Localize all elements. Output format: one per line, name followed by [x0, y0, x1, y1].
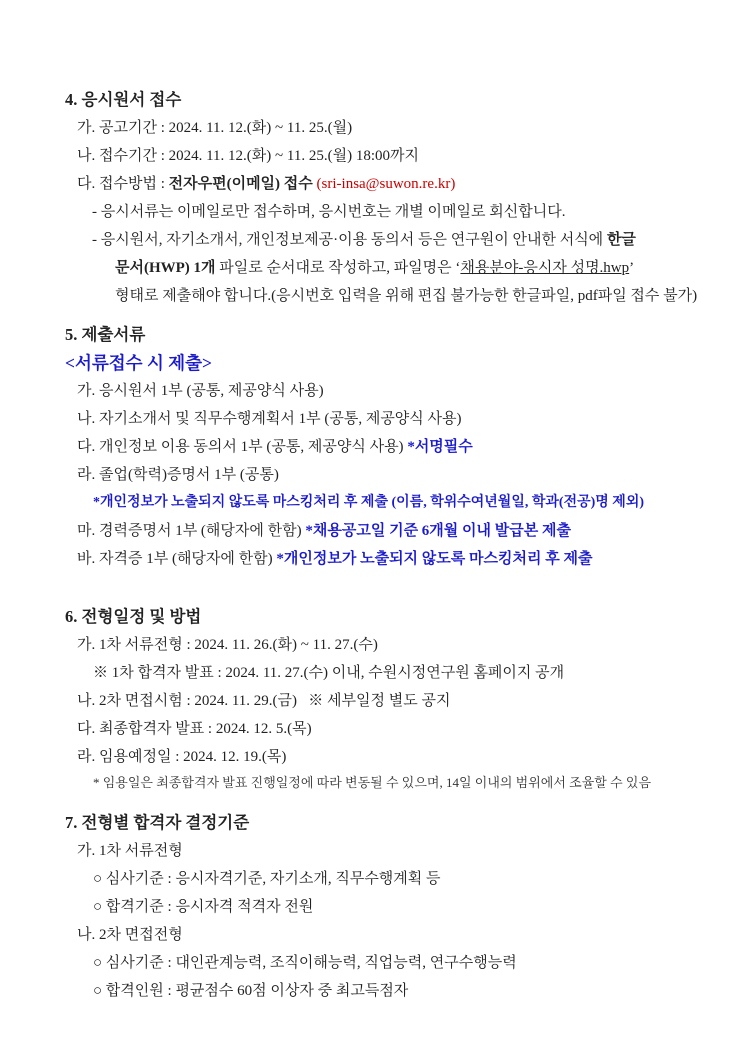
section5-item-career-cert: 마. 경력증명서 1부 (해당자에 한함) *채용공고일 기준 6개월 이내 발급본 제출	[77, 523, 571, 539]
section5-item-diploma: 라. 졸업(학력)증명서 1부 (공통)	[77, 467, 279, 483]
section7-second-round: 나. 2차 면접전형	[77, 927, 183, 943]
receipt-method-bold: 전자우편(이메일) 접수	[168, 176, 317, 192]
section4-note-format-line2: 문서(HWP) 1개 파일로 순서대로 작성하고, 파일명은 ‘채용분야-응시자 성명.hwp’	[115, 260, 635, 276]
section7-second-review-criteria: ○ 심사기준 : 대인관계능력, 조직이해능력, 직업능력, 연구수행능력	[93, 955, 517, 971]
section6-item-document-screening: 가. 1차 서류전형 : 2024. 11. 26.(화) ~ 11. 27.(수)	[77, 637, 378, 653]
section5-item-privacy-consent: 다. 개인정보 이용 동의서 1부 (공통, 제공양식 사용) *서명필수	[77, 439, 473, 455]
section-required-documents	[65, 321, 714, 573]
section5-heading: 5. 제출서류	[65, 325, 146, 344]
section6-note-first-result: ※ 1차 합격자 발표 : 2024. 11. 27.(수) 이내, 수원시정연구원 홈페이지 공개	[93, 665, 565, 681]
section7-first-round: 가. 1차 서류전형	[77, 843, 183, 859]
section7-heading: 7. 전형별 합격자 결정기준	[65, 813, 250, 832]
section7-first-review-criteria: ○ 심사기준 : 응시자격기준, 자기소개, 직무수행계획 등	[93, 871, 441, 887]
section4-note-email-only: - 응시서류는 이메일로만 접수하며, 응시번호는 개별 이메일로 회신합니다.	[92, 204, 566, 220]
section6-appointment-note: * 임용일은 최종합격자 발표 진행일정에 따라 변동될 수 있으며, 14일 이내의 범위에서 조율할 수 있음	[93, 775, 652, 790]
section5-item-application: 가. 응시원서 1부 (공통, 제공양식 사용)	[77, 383, 324, 399]
section6-item-appointment-date: 라. 임용예정일 : 2024. 12. 19.(목)	[77, 749, 287, 765]
section4-heading: 4. 응시원서 접수	[65, 90, 182, 109]
receipt-method-label: 다. 접수방법 :	[77, 176, 169, 192]
section6-item-final-result: 다. 최종합격자 발표 : 2024. 12. 5.(목)	[77, 721, 312, 737]
section5-masking-note: *개인정보가 노출되지 않도록 마스킹처리 후 제출 (이름, 학위수여년월일, 학과(전공)명 제외)	[93, 495, 645, 510]
hwp-file-bold: 문서(HWP) 1개	[115, 260, 216, 276]
section4-note-format-line1: - 응시원서, 자기소개서, 개인정보제공·이용 동의서 등은 연구원이 안내한 서식에 한글	[92, 232, 636, 248]
section6-item-interview: 나. 2차 면접시험 : 2024. 11. 29.(금) ※ 세부일정 별도 공지	[77, 693, 451, 709]
section5-item-cover-letter: 나. 자기소개서 및 직무수행계획서 1부 (공통, 제공양식 사용)	[77, 411, 462, 427]
section7-second-pass-count: ○ 합격인원 : 평균점수 60점 이상자 중 최고득점자	[93, 983, 409, 999]
section4-item-receipt-method	[77, 170, 714, 198]
filename-underlined: 채용분야-응시자 성명.hwp	[460, 260, 630, 276]
signature-required-note: *서명필수	[407, 439, 473, 455]
section-pass-criteria	[65, 809, 714, 1005]
career-cert-note: *채용공고일 기준 6개월 이내 발급본 제출	[305, 523, 571, 539]
receipt-email: (sri-insa@suwon.re.kr)	[316, 176, 456, 192]
section6-heading: 6. 전형일정 및 방법	[65, 607, 202, 626]
section-application-submission	[65, 86, 714, 310]
section5-subheading: <서류접수 시 제출>	[65, 353, 213, 373]
section4-item-announce-period: 가. 공고기간 : 2024. 11. 12.(화) ~ 11. 25.(월)	[77, 120, 353, 136]
section7-first-pass-criteria: ○ 합격기준 : 응시자격 적격자 전원	[93, 899, 314, 915]
section5-item-license: 바. 자격증 1부 (해당자에 한함) *개인정보가 노출되지 않도록 마스킹처리 후 제출	[77, 551, 593, 567]
section4-item-receipt-period: 나. 접수기간 : 2024. 11. 12.(화) ~ 11. 25.(월) 18:00까지	[77, 148, 419, 164]
hangul-bold: 한글	[606, 232, 636, 248]
section-schedule-method	[65, 603, 714, 795]
section4-note-format-line3: 형태로 제출해야 합니다.(응시번호 입력을 위해 편집 불가능한 한글파일, pdf파일 접수 불가)	[115, 288, 698, 304]
license-masking-note: *개인정보가 노출되지 않도록 마스킹처리 후 제출	[276, 551, 593, 567]
